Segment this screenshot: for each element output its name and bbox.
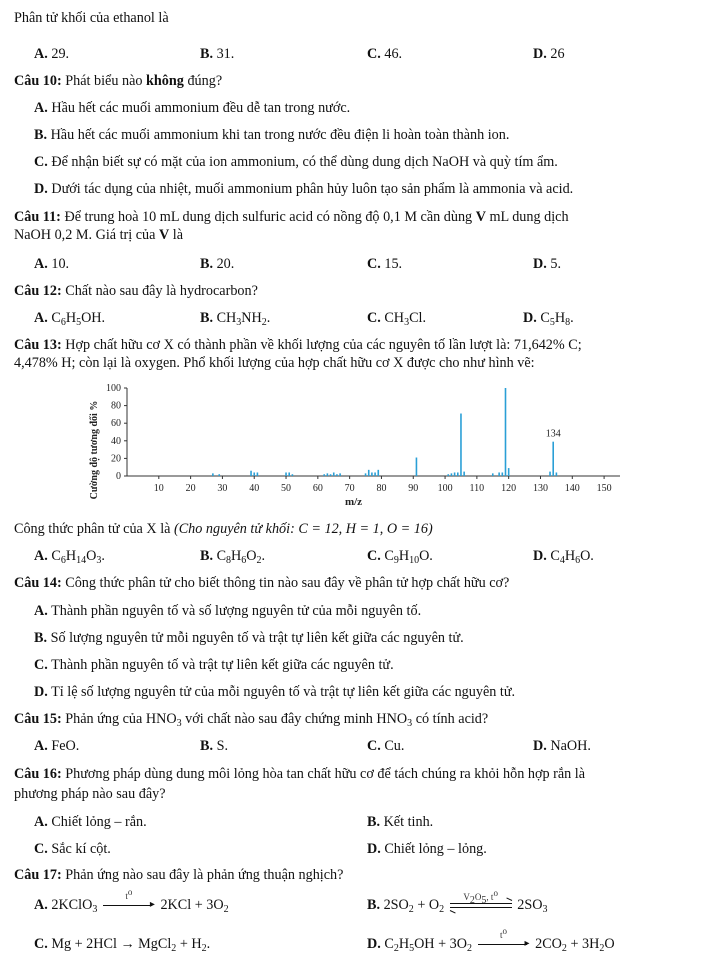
- x-tick-label: 110: [469, 483, 485, 494]
- x-tick-label: 80: [376, 483, 387, 494]
- q13-option-d[interactable]: D. $C_4H_6O$.: [533, 548, 594, 566]
- q11-option-c[interactable]: C. 15.: [367, 256, 403, 272]
- q13-question: Công thức phân tử của X là (Cho nguyên tử khối: C = 12, H = 1, O = 16): [14, 521, 433, 537]
- q13-stem-line2: 4,478% H; còn lại là oxygen. Phổ khối lượng của hợp chất hữu cơ X được cho như hình vẽ:: [14, 355, 535, 371]
- q12-option-c[interactable]: C. $CH_3Cl$.: [367, 310, 427, 328]
- x-tick-label: 150: [596, 483, 612, 494]
- q12-stem: Câu 12: Chất nào sau đây là hydrocarbon?: [14, 283, 258, 299]
- x-tick-label: 120: [501, 483, 517, 494]
- q17-option-c[interactable]: C. Mg + 2HCl → MgCl$_2$ + $H_2$.: [34, 936, 211, 954]
- y-tick-label: 60: [111, 418, 121, 430]
- q15-option-c[interactable]: C. Cu.: [367, 738, 405, 754]
- q16-option-b[interactable]: B. Kết tinh.: [367, 814, 434, 830]
- q15-option-a[interactable]: A. FeO.: [34, 738, 80, 754]
- q12-option-d[interactable]: D. $C_5H_8$.: [523, 310, 574, 328]
- x-axis-label: m/z: [344, 496, 363, 505]
- x-tick-label: 140: [564, 483, 580, 494]
- x-tick-label: 60: [312, 483, 323, 494]
- x-tick-label: 40: [249, 483, 260, 494]
- x-tick-label: 50: [281, 483, 292, 494]
- x-tick-label: 70: [344, 483, 355, 494]
- q10-option-d[interactable]: D. Dưới tác dụng của nhiệt, muối ammonium phân hủy luôn tạo sản phẩm là ammonia và acid.: [34, 181, 574, 197]
- q16-option-a[interactable]: A. Chiết lỏng – rắn.: [34, 814, 147, 830]
- y-tick-label: 100: [106, 383, 121, 394]
- q11-option-b[interactable]: B. 20.: [200, 256, 235, 272]
- q11-option-a[interactable]: A. 10.: [34, 256, 70, 272]
- x-tick-label: 10: [153, 483, 164, 494]
- q11-option-d[interactable]: D. 5.: [533, 256, 561, 272]
- q17-option-b[interactable]: B. $2SO_2 + O_2$ $V_2O_5$, $t^o$ $2SO_3$: [367, 887, 548, 915]
- x-tick-label: 90: [408, 483, 419, 494]
- peak-annotation: 134: [545, 428, 561, 440]
- q15-option-b[interactable]: B. S.: [200, 738, 228, 754]
- y-tick-label: 20: [111, 453, 121, 465]
- q13-option-a[interactable]: A. $C_6H_{14}O_3$.: [34, 548, 105, 566]
- q15-stem: Câu 15: Phản ứng của $HNO_3$ với chất nào sau đây chứng minh $HNO_3$ có tính acid?: [14, 711, 489, 729]
- q9-option-d[interactable]: D. 26: [533, 46, 565, 62]
- q10-stem: Câu 10: Phát biểu nào không đúng?: [14, 73, 223, 89]
- q13-option-c[interactable]: C. $C_9H_{10}O$.: [367, 548, 433, 566]
- q13-stem: Câu 13: Hợp chất hữu cơ X có thành phần về khối lượng của các nguyên tố lần lượt là: 71,642% C;: [14, 337, 582, 353]
- y-axis-label: Cường độ tương đối %: [89, 400, 100, 500]
- q11-stem: Câu 11: Để trung hoà 10 mL dung dịch sulfuric acid có nồng độ 0,1 M cần dùng V mL dung dịch: [14, 209, 569, 225]
- q12-option-b[interactable]: B. $CH_3NH_2$.: [200, 310, 271, 328]
- y-tick-label: 80: [111, 400, 121, 412]
- x-tick-label: 20: [185, 483, 196, 494]
- q9-option-a[interactable]: A. 29.: [34, 46, 70, 62]
- mass-spectrum-chart: [85, 380, 630, 505]
- q14-option-d[interactable]: D. Tỉ lệ số lượng nguyên tử của mỗi nguyên tố và trật tự liên kết giữa các nguyên tử.: [34, 684, 516, 700]
- q12-option-a[interactable]: A. $C_6H_5OH$.: [34, 310, 106, 328]
- y-tick-label: 0: [116, 471, 121, 482]
- q17-option-a[interactable]: A. 2KClO$_3$ $t^o$ ▸ $2KCl + 3O_2$: [34, 886, 229, 915]
- q16-option-d[interactable]: D. Chiết lỏng – lỏng.: [367, 841, 487, 857]
- q14-stem: Câu 14: Công thức phân tử cho biết thông tin nào sau đây về phân tử hợp chất hữu cơ?: [14, 575, 510, 591]
- x-tick-label: 30: [217, 483, 228, 494]
- q16-stem-line2: phương pháp nào sau đây?: [14, 786, 166, 802]
- q16-option-c[interactable]: C. Sắc kí cột.: [34, 841, 111, 857]
- q17-stem: Câu 17: Phản ứng nào sau đây là phản ứng thuận nghịch?: [14, 867, 344, 883]
- q13-option-b[interactable]: B. $C_8H_6O_2$.: [200, 548, 266, 566]
- q15-option-d[interactable]: D. NaOH.: [533, 738, 591, 754]
- y-tick-label: 40: [111, 435, 121, 447]
- q10-option-c[interactable]: C. Để nhận biết sự có mặt của ion ammonium, có thể dùng dung dịch NaOH và quỳ tím ẩm.: [34, 154, 558, 170]
- q14-option-a[interactable]: A. Thành phần nguyên tố và số lượng nguyên tử của mỗi nguyên tố.: [34, 603, 422, 619]
- q9-option-b[interactable]: B. 31.: [200, 46, 235, 62]
- q9-option-c[interactable]: C. 46.: [367, 46, 403, 62]
- q10-option-a[interactable]: A. Hầu hết các muối ammonium đều dễ tan trong nước.: [34, 100, 351, 116]
- q17-option-d[interactable]: D. $C_2H_5OH + 3O_2$ $t^o$ ▸ $2CO_2 + 3H_2O$: [367, 925, 615, 954]
- q10-option-b[interactable]: B. Hầu hết các muối ammonium khi tan trong nước đều điện li hoàn toàn thành ion.: [34, 127, 510, 143]
- q16-stem: Câu 16: Phương pháp dùng dung môi lỏng hòa tan chất hữu cơ để tách chúng ra khỏi hỗn hợp rắn là: [14, 766, 586, 782]
- x-tick-label: 130: [532, 483, 548, 494]
- q14-option-c[interactable]: C. Thành phần nguyên tố và trật tự liên kết giữa các nguyên tử.: [34, 657, 394, 673]
- x-tick-label: 100: [437, 483, 453, 494]
- q14-option-b[interactable]: B. Số lượng nguyên tử mỗi nguyên tố và trật tự liên kết giữa các nguyên tử.: [34, 630, 464, 646]
- q11-stem-line2: NaOH 0,2 M. Giá trị của V là: [14, 227, 184, 243]
- q9-stem: Phân tử khối của ethanol là: [14, 10, 169, 26]
